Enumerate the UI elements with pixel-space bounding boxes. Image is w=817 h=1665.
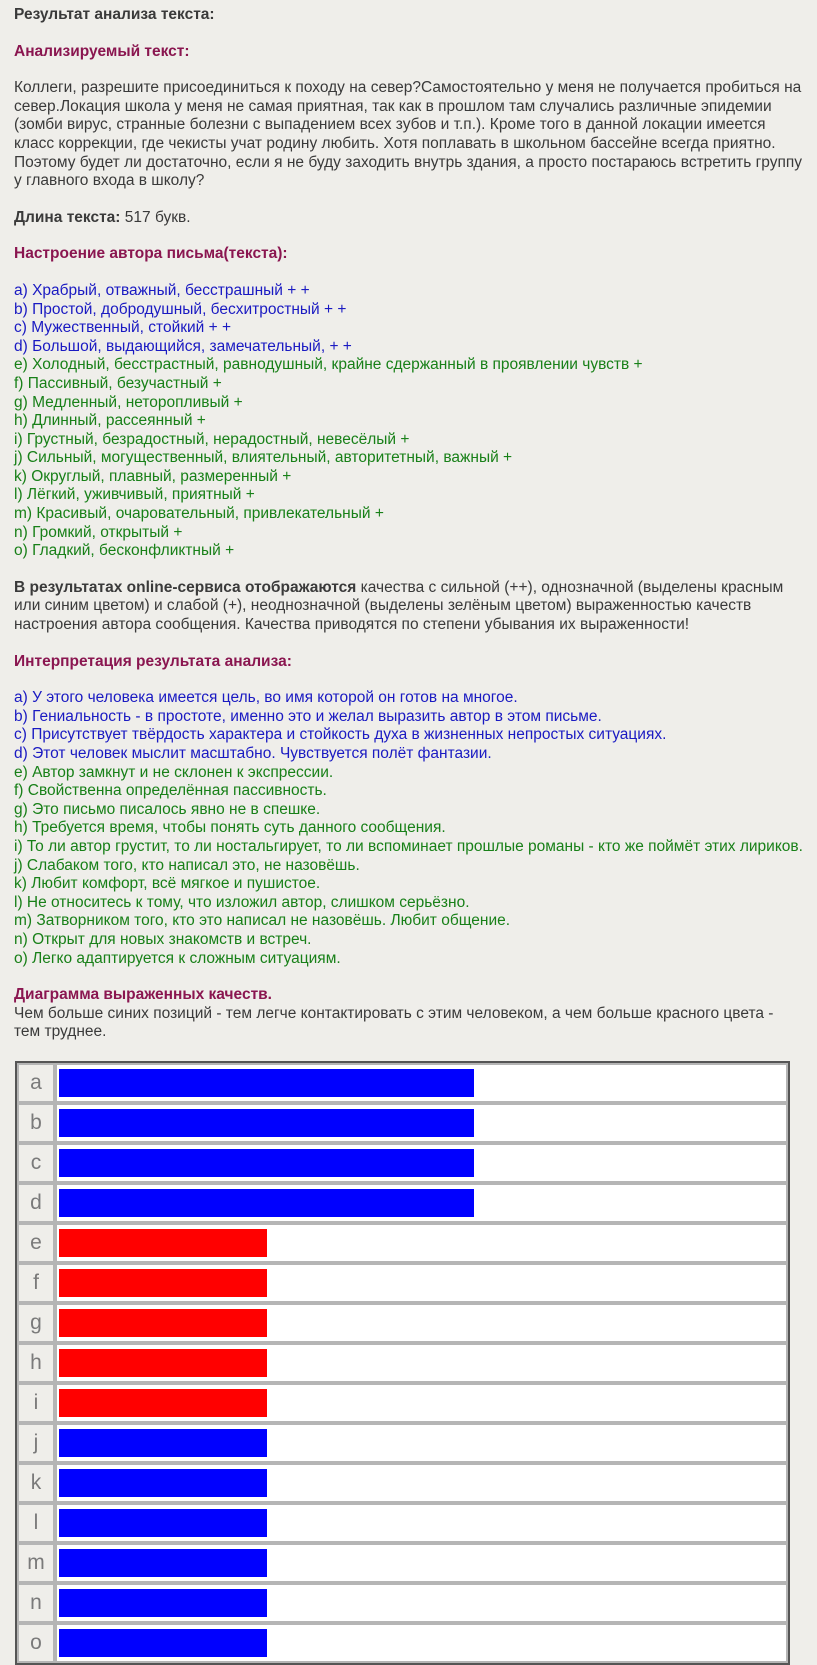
category-label: i [17, 1383, 55, 1423]
quality-item: i) Грустный, безрадостный, нерадостный, невесёлый + [14, 430, 410, 448]
interpretation-item: b) Гениальность - в простоте, именно это и желал выразить автор в этом письме. [14, 707, 602, 725]
qualities-bar-chart [15, 1061, 790, 1665]
bar-b [59, 1109, 474, 1137]
bar-n [59, 1589, 267, 1617]
category-label: f [17, 1263, 55, 1303]
quality-item: e) Холодный, бесстрастный, равнодушный, крайне сдержанный в проявлении чувств + [14, 356, 643, 374]
chart-row [17, 1223, 788, 1263]
quality-item: f) Пассивный, безучастный + [14, 374, 222, 392]
category-label: c [17, 1143, 55, 1183]
quality-item: k) Округлый, плавный, размеренный + [14, 467, 292, 485]
bar-track [55, 1063, 788, 1103]
chart-row [17, 1143, 788, 1183]
bar-m [59, 1549, 267, 1577]
interpretation-item: m) Затворником того, кто это написал не назовёшь. Любит общение. [14, 912, 511, 930]
bar-track [55, 1343, 788, 1383]
quality-item: n) Громкий, открытый + [14, 523, 183, 541]
chart-row [17, 1583, 788, 1623]
bar-c [59, 1149, 474, 1177]
interpretation-item: e) Автор замкнут и не склонен к экспрессии. [14, 763, 334, 781]
bar-j [59, 1429, 267, 1457]
bar-f [59, 1269, 267, 1297]
analyzed-text-heading: Анализируемый текст: [14, 42, 190, 60]
quality-item: d) Большой, выдающийся, замечательный, + + [14, 337, 352, 355]
category-label: l [17, 1503, 55, 1543]
chart-row [17, 1423, 788, 1463]
chart-row [17, 1383, 788, 1423]
chart-row [17, 1343, 788, 1383]
category-label: d [17, 1183, 55, 1223]
chart-row [17, 1063, 788, 1103]
quality-item: l) Лёгкий, уживчивый, приятный + [14, 486, 255, 504]
analyzed-text: Коллеги, разрешите присоединиться к походу на север?Самостоятельно у меня не получается пробиться на север.Локация школа у меня не самая приятная, так как в прошлом там случались различные эпидемии (зомби вирус, странные болезни с выпадением всех зубов и т.п.). Кроме того в данной локации имеется класс коррекции, где чекисты учат родину любить. Хотя поплавать в школьном бассейне всегда приятно. Поэтому будет ли достаточно, если я не буду заходить внутрь здания, а просто постараюсь встретить группу у главного входа в школу? [14, 79, 803, 190]
chart-row [17, 1503, 788, 1543]
category-label: o [17, 1623, 55, 1663]
bar-track [55, 1463, 788, 1503]
result-heading: Результат анализа текста: [14, 6, 215, 23]
quality-item: a) Храбрый, отважный, бесстрашный + + [14, 281, 310, 299]
interpretation-item: j) Слабаком того, кто написал это, не назовёшь. [14, 856, 360, 874]
category-label: e [17, 1223, 55, 1263]
category-label: n [17, 1583, 55, 1623]
chart-row [17, 1303, 788, 1343]
category-label: k [17, 1463, 55, 1503]
bar-track [55, 1543, 788, 1583]
quality-item: m) Красивый, очаровательный, привлекательный + [14, 505, 384, 523]
interpretation-item: l) Не относитесь к тому, что изложил автор, слишком серьёзно. [14, 893, 470, 911]
bar-track [55, 1383, 788, 1423]
mood-heading: Настроение автора письма(текста): [14, 245, 288, 263]
bar-l [59, 1509, 267, 1537]
explanation-bold: В результатах online-сервиса отображаются [14, 578, 357, 596]
interpretation-item: k) Любит комфорт, всё мягкое и пушистое. [14, 875, 321, 893]
bar-track [55, 1103, 788, 1143]
interpretation-item: n) Открыт для новых знакомств и встреч. [14, 930, 312, 948]
bar-track [55, 1143, 788, 1183]
bar-track [55, 1583, 788, 1623]
bar-track [55, 1303, 788, 1343]
interpretation-item: g) Это письмо писалось явно не в спешке. [14, 800, 321, 818]
category-label: m [17, 1543, 55, 1583]
quality-item: b) Простой, добродушный, бесхитростный + + [14, 300, 347, 318]
diagram-heading: Диаграмма выраженных качеств. [14, 986, 272, 1004]
interpretation-item: o) Легко адаптируется к сложным ситуациям. [14, 949, 341, 967]
quality-item: g) Медленный, неторопливый + [14, 393, 243, 411]
interpretation-heading: Интерпретация результата анализа: [14, 652, 292, 670]
bar-track [55, 1183, 788, 1223]
bar-o [59, 1629, 267, 1657]
interpretation-list [14, 689, 803, 968]
chart-row [17, 1463, 788, 1503]
bar-track [55, 1263, 788, 1303]
qualities-list [14, 282, 803, 561]
category-label: g [17, 1303, 55, 1343]
bar-i [59, 1389, 267, 1417]
bar-d [59, 1189, 474, 1217]
interpretation-item: i) То ли автор грустит, то ли ностальгирует, то ли вспоминает прошлые романы - кто же поймёт этих лириков. [14, 837, 803, 855]
chart-row [17, 1543, 788, 1583]
quality-item: h) Длинный, рассеянный + [14, 412, 206, 430]
bar-k [59, 1469, 267, 1497]
diagram-note: Чем больше синих позиций - тем легче контактировать с этим человеком, а чем больше красного цвета - тем труднее. [14, 1004, 774, 1041]
bar-track [55, 1503, 788, 1543]
bar-e [59, 1229, 267, 1257]
quality-item: j) Сильный, могущественный, влиятельный, авторитетный, важный + [14, 449, 513, 467]
bar-a [59, 1069, 474, 1097]
category-label: j [17, 1423, 55, 1463]
quality-item: o) Гладкий, бесконфликтный + [14, 542, 235, 560]
interpretation-item: d) Этот человек мыслит масштабно. Чувствуется полёт фантазии. [14, 745, 492, 762]
interpretation-item: c) Присутствует твёрдость характера и стойкость духа в жизненных непростых ситуациях. [14, 726, 667, 744]
chart-row [17, 1263, 788, 1303]
category-label: b [17, 1103, 55, 1143]
bar-h [59, 1349, 267, 1377]
bar-g [59, 1309, 267, 1337]
explanation [14, 579, 803, 635]
quality-item: c) Мужественный, стойкий + + [14, 319, 232, 337]
interpretation-item: f) Свойственна определённая пассивность. [14, 782, 327, 800]
text-length-label: Длина текста: [14, 208, 121, 226]
bar-track [55, 1223, 788, 1263]
chart-row [17, 1103, 788, 1143]
interpretation-item: h) Требуется время, чтобы понять суть данного сообщения. [14, 819, 446, 837]
bar-track [55, 1423, 788, 1463]
explanation-rest: качества с сильной (++), однозначной (выделены красным или синим цветом) и слабой (+), неоднозначной (выделены зелёным цветом) выраженностью качеств настроения автора сообщения. Качества приводятся по степени убывания их выраженности! [14, 578, 784, 634]
category-label: h [17, 1343, 55, 1383]
text-length-value: 517 букв. [120, 208, 191, 226]
chart-row [17, 1183, 788, 1223]
category-label: a [17, 1063, 55, 1103]
interpretation-item: a) У этого человека имеется цель, во имя которой он готов на многое. [14, 689, 518, 707]
text-length [14, 209, 803, 228]
